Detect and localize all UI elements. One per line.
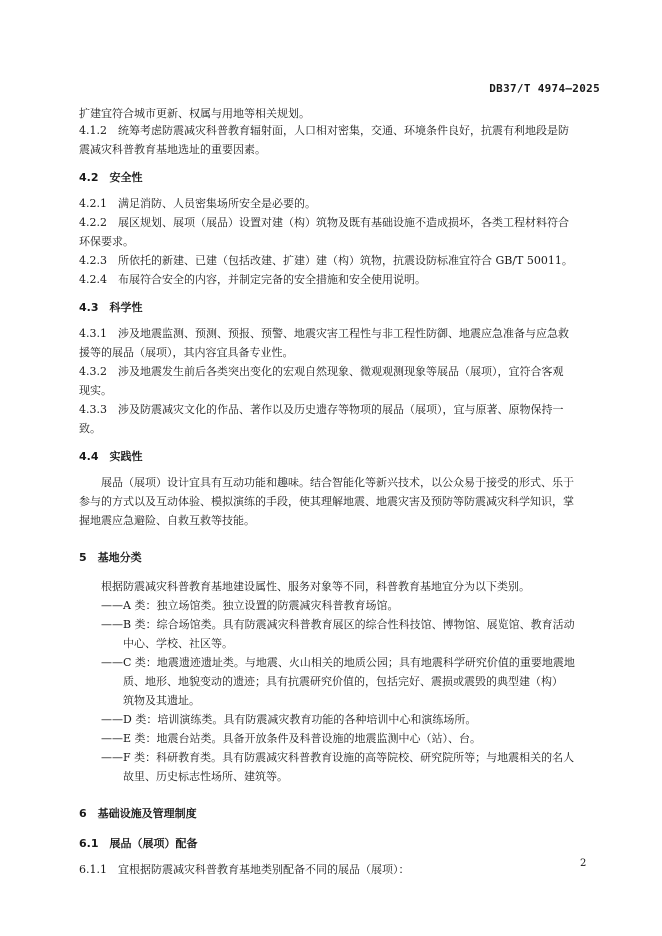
clause-4-2-3: 4.2.3 所依托的新建、已建（包括改建、扩建）建（构）筑物，抗震设防标准宜符合 GB/T 50011。 — [79, 254, 573, 267]
clause-4-2-4: 4.2.4 布展符合安全的内容，并制定完备的安全措施和安全使用说明。 — [79, 273, 426, 286]
category-b: ——B 类：综合场馆类。具有防震减灾科普教育展区的综合性科技馆、博物馆、展览馆、教育活动 — [101, 618, 575, 631]
text-line: 扩建宜符合城市更新、权属与用地等相关规划。 — [79, 107, 310, 120]
category-c: ——C 类：地震遗迹遗址类。与地震、火山相关的地质公园；具有地震科学研究价值的重要地震地 — [101, 656, 575, 669]
category-c-cont: 筑物及其遗址。 — [123, 694, 200, 707]
clause-4-2-1: 4.2.1 满足消防、人员密集场所安全是必要的。 — [79, 197, 316, 210]
heading-4-2: 4.2 安全性 — [79, 171, 143, 184]
clause-4-3-2-cont: 现实。 — [79, 384, 112, 397]
heading-5: 5 基地分类 — [79, 551, 142, 564]
clause-4-2-2-cont: 环保要求。 — [79, 235, 134, 248]
category-a: ——A 类：独立场馆类。独立设置的防震减灾科普教育场馆。 — [101, 599, 399, 612]
heading-6-1: 6.1 展品（展项）配备 — [79, 837, 198, 850]
paragraph-4-4-cont: 参与的方式以及互动体验、模拟演练的手段，使其理解地震、地震灾害及预防等防震减灾科学知识，掌 — [79, 495, 574, 508]
category-f: ——F 类：科研教育类。具有防震减灾科普教育设施的高等院校、研究院所等；与地震相关的名人 — [101, 751, 575, 764]
clause-4-2-2: 4.2.2 展区规划、展项（展品）设置对建（构）筑物及既有基础设施不造成损坏，各类工程材料符合 — [79, 216, 569, 229]
heading-4-4: 4.4 实践性 — [79, 450, 143, 463]
heading-4-3: 4.3 科学性 — [79, 301, 143, 314]
clause-4-3-1-cont: 援等的展品（展项），其内容宜具备专业性。 — [79, 346, 294, 359]
heading-6: 6 基础设施及管理制度 — [79, 807, 197, 820]
clause-4-3-3-cont: 致。 — [79, 422, 101, 435]
category-f-cont: 故里、历史标志性场所、建筑等。 — [123, 770, 288, 783]
paragraph-4-4-cont: 握地震应急避险、自救互救等技能。 — [79, 514, 255, 527]
category-d: ——D 类：培训演练类。具有防震减灾教育功能的各种培训中心和演练场所。 — [101, 713, 477, 726]
category-c-cont: 质、地形、地貌变动的遗迹；具有抗震研究价值的，包括完好、震损或震毁的典型建（构） — [123, 675, 563, 688]
clause-4-3-1: 4.3.1 涉及地震监测、预测、预报、预警、地震灾害工程性与非工程性防御、地震应急准备与应急救 — [79, 327, 569, 340]
paragraph-4-4: 展品（展项）设计宜具有互动功能和趣味。结合智能化等新兴技术，以公众易于接受的形式、乐于 — [101, 476, 574, 489]
document-code: DB37/T 4974—2025 — [489, 82, 600, 95]
category-e: ——E 类：地震台站类。具备开放条件及科普设施的地震监测中心（站）、台。 — [101, 732, 482, 745]
clause-4-1-2: 4.1.2 统筹考虑防震减灾科普教育辐射面，人口相对密集，交通、环境条件良好，抗震有利地段是防 — [79, 124, 569, 137]
paragraph-5: 根据防震减灾科普教育基地建设属性、服务对象等不同，科普教育基地宜分为以下类别。 — [101, 580, 530, 593]
page-body — [79, 106, 602, 878]
clause-4-3-3: 4.3.3 涉及防震减灾文化的作品、著作以及历史遗存等物项的展品（展项），宜与原著、原物保持一 — [79, 403, 564, 416]
page-number: 2 — [580, 858, 587, 869]
category-b-cont: 中心、学校、社区等。 — [123, 637, 233, 650]
clause-4-3-2: 4.3.2 涉及地震发生前后各类突出变化的宏观自然现象、微观观测现象等展品（展项），宜符合客观 — [79, 365, 564, 378]
clause-4-1-2-cont: 震减灾科普教育基地选址的重要因素。 — [79, 143, 266, 156]
clause-6-1-1: 6.1.1 宜根据防震减灾科普教育基地类别配备不同的展品（展项）： — [79, 863, 410, 876]
